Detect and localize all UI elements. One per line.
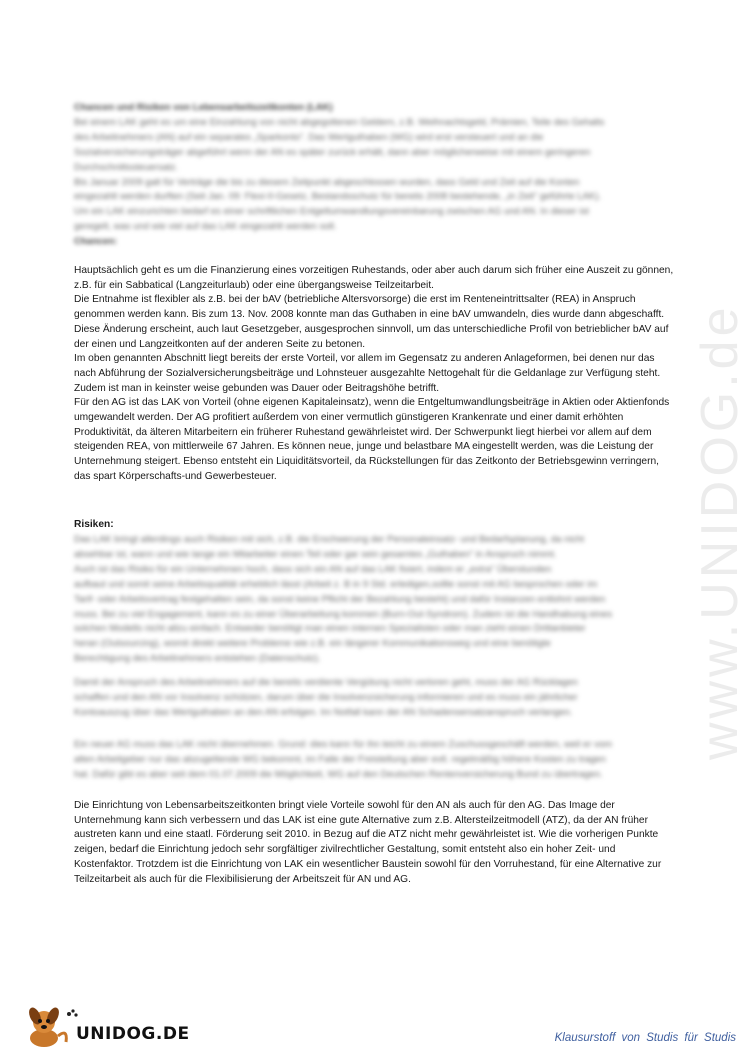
risks-heading: Risiken: bbox=[74, 519, 114, 530]
blurred-line: solchen Modells nicht allzu einfach. Entweder benötigt man einen internen Spezialisten oder man zieht einen Drittanbieter bbox=[74, 623, 586, 635]
blurred-line: Durchschnittssteuersatz. bbox=[74, 161, 179, 173]
blurred-line: Das LAK bringt allerdings auch Risiken mit sich, z.B. die Erschwerung der Personaleinsatz- und Bedarfsplanung, da nicht bbox=[74, 534, 585, 545]
dog-icon bbox=[22, 1002, 82, 1052]
blurred-line: Tarif- oder Arbeitsvertrag festgehalten sein, da sonst keine Pflicht der Bezahlung besteht) und dafür Instanzen entlohnt werden bbox=[74, 593, 606, 605]
chances-section bbox=[74, 264, 674, 485]
blurred-line: eingezahlt werden durften (Seit Jan. 09: Flexi-II-Gesetz, Bestandsschutz für bereits 2008 bestehende, „in Zeit“ geführte LAK). bbox=[74, 191, 602, 203]
blurred-line: Damit der Anspruch des Arbeitnehmers auf die bereits verdiente Vergütung nicht verloren geht, muss der AG Rücklagen bbox=[74, 677, 578, 688]
blurred-line: absehbar ist, wann und wie lange ein Mitarbeiter einen Teil oder gar sein gesamtes „Guthaben“ in Anspruch nimmt. bbox=[74, 548, 557, 560]
blurred-risks-3 bbox=[74, 738, 674, 783]
footer-tagline: Klausurstoff von Studis für Studis bbox=[554, 1032, 736, 1044]
blurred-line: Auch ist das Risiko für ein Unternehmen hoch, dass sich ein AN auf das LAK fixiert, indem er „extra“ Überstunden bbox=[74, 563, 552, 575]
blurred-line: hat. Dafür gibt es aber seit dem 01.07.2009 die Möglichkeit, WG auf den Deutschen Rentenversicherung Bund zu übertragen. bbox=[74, 768, 603, 780]
blurred-line: Sozialversicherungsträger abgeführt wenn der AN es später zurück erhält, dann aber möglicherweise mit einem geringeren bbox=[74, 146, 591, 158]
unidog-logo bbox=[22, 1002, 190, 1052]
paragraph: Für den AG ist das LAK von Vorteil (ohne eigenen Kapitaleinsatz), wenn die Entgeltumwandlungsbeiträge in Aktien oder Aktienfonds umgewandelt werden. Der AG profitiert außerdem von einer vermutlich günstigeren Krankenrate und einer damit erhöhten Produktivität, da älteren Mitarbeitern ein früherer Ruhestand gewährleistet wird. Der Schwerpunkt liegt hierbei vor allem auf dem steigenden REA, von mittlerweile 67 Jahren. Es können neue, junge und belastbare MA eingestellt werden, was die Leistung der Unternehmung steigert. Ebenso entsteht ein Liquiditätsvorteil, da Rückstellungen für das Zeitkonto der Betriebsgewinn verringern, das spart Körperschafts-und Gewerbesteuer. bbox=[74, 397, 670, 482]
conclusion-section bbox=[74, 799, 674, 887]
blurred-line: heran (Outsourcing), womit direkt weitere Probleme wie z.B. ein längerer Kommunikationsweg und eine benötigte bbox=[74, 638, 551, 650]
blurred-line: Kontoauszug über das Wertguthaben an den AN erfolgen. Im Notfall kann der AN Schadensersatzanspruch verlangen. bbox=[74, 706, 573, 718]
blurred-subheading: Chancen: bbox=[74, 236, 118, 248]
blurred-line: Um ein LAK einzurichten bedarf es einer schriftlichen Entgeltumwandlungsvereinbarung zwischen AG und AN. In dieser ist bbox=[74, 206, 589, 218]
blurred-line: des Arbeitnehmers (AN) auf ein separates „Sparkonto“. Das Wertguthaben (WG) wird erst versteuert und an die bbox=[74, 131, 544, 143]
blurred-intro bbox=[74, 101, 674, 250]
blurred-line: Bei einem LAK geht es um eine Einzahlung von nicht abgegoltenen Geldern, z.B. Weihnachtsgeld, Prämien, Teile des Gehalts bbox=[74, 116, 605, 128]
logo-text: UNIDOG.DE bbox=[76, 1024, 190, 1044]
blurred-line: Ein neuer AG muss das LAK nicht übernehmen. Grund: dies kann für ihn leicht zu einem Zuschussgeschäft werden, weil er vom bbox=[74, 739, 613, 750]
blurred-line: alten Arbeitgeber nur das abzugeltende WG bekommt, im Falle der Freistellung aber evtl. regelmäßig höhere Kosten zu tragen bbox=[74, 753, 606, 765]
blurred-line: aufbaut und somit seine Arbeitsqualität erheblich lässt (Arbeit z. B in 9 Std. erledigen,sollte sonst mit AG besprochen oder im bbox=[74, 578, 598, 590]
conclusion-paragraph: Die Einrichtung von Lebensarbeitszeitkonten bringt viele Vorteile sowohl für den AN als auch für den AG. Das Image der Unternehmung kann sich verbessern und das LAK ist eine gute Alternative zum z.B. Altersteilzeitmodell (ATZ), da der AN früher austreten kann und eine staatl. Förderung seit 2010. in Bezug auf die ATZ nicht mehr gewährleistet ist. Wie die vorherigen Punkte zeigen, bedarf die Einrichtung jedoch sehr sorgfältiger zivilrechtlicher Gestaltung, somit entsteht also ein hoher Zeit- und Kostenfaktor. Trotzdem ist die Einrichtung von LAK ein wesentlicher Baustein sowohl für den Vorruhestand, für eine Alternative zur Teilzeitarbeit als auch für die Flexibilisierung der Arbeitszeit für AN und AG. bbox=[74, 800, 662, 885]
blurred-line: muss. Bei zu viel Engagement, kann es zu einer Überarbeitung kommen (Burn-Out-Syndrom). Zudem ist die Handhabung eines bbox=[74, 608, 613, 620]
blurred-line: Bis Januar 2009 galt für Verträge die bis zu diesem Zeitpunkt abgeschlossen wurden, dass Geld und Zeit auf die Konten bbox=[74, 176, 580, 188]
blurred-intro-lines bbox=[74, 116, 674, 235]
paragraph: Hauptsächlich geht es um die Finanzierung eines vorzeitigen Ruhestands, oder aber auch darum sich früher eine Auszeit zu gönnen, z.B. für ein Sabbatical (Langzeiturlaub) oder eine übergangsweise Teilzeitarbeit. bbox=[74, 265, 674, 291]
blurred-line: schaffen und den AN vor Insolvenz schützen, darum über die Insolvenzsicherung informieren und es muss ein jährlicher bbox=[74, 691, 578, 703]
paragraph: Im oben genannten Abschnitt liegt bereits der erste Vorteil, vor allem im Gegensatz zu anderen Anlageformen, bei denen nur das nach Abführung der Sozialversicherungsbeiträge und Lohnsteuer ausgezahlte Nettogehalt für die Geldanlage zur Verfügung steht. Zudem ist man in keinster weise gebunden was Dauer oder Beitragshöhe betrifft. bbox=[74, 353, 661, 394]
blurred-risks-2 bbox=[74, 676, 674, 721]
blurred-risks-1 bbox=[74, 533, 674, 667]
paragraph: Die Entnahme ist flexibler als z.B. bei der bAV (betriebliche Altersvorsorge) die erst im Renteneintrittsalter (REA) in Anspruch genommen werden kann. Bis zum 13. Nov. 2008 konnte man das Guthaben in eine bAV umwandeln, dies wurde dann abgeschafft. Diese Änderung erscheint, auch laut Gesetzgeber, ausgesprochen sinnvoll, um das unterschiedliche Profil von betrieblicher bAV auf der einen und Langzeitkonten auf der anderen Seite zu betonen. bbox=[74, 294, 669, 350]
blurred-line: geregelt, was und wie viel auf das LAK eingezahlt werden soll. bbox=[74, 221, 337, 233]
watermark: www.UNIDOG.de bbox=[691, 303, 749, 760]
blurred-line: Berechtigung des Arbeitnehmers entstehen (Datenschutz). bbox=[74, 653, 321, 665]
blurred-title: Chancen und Risiken von Lebensarbeitszeitkonten (LAK) bbox=[74, 102, 333, 113]
